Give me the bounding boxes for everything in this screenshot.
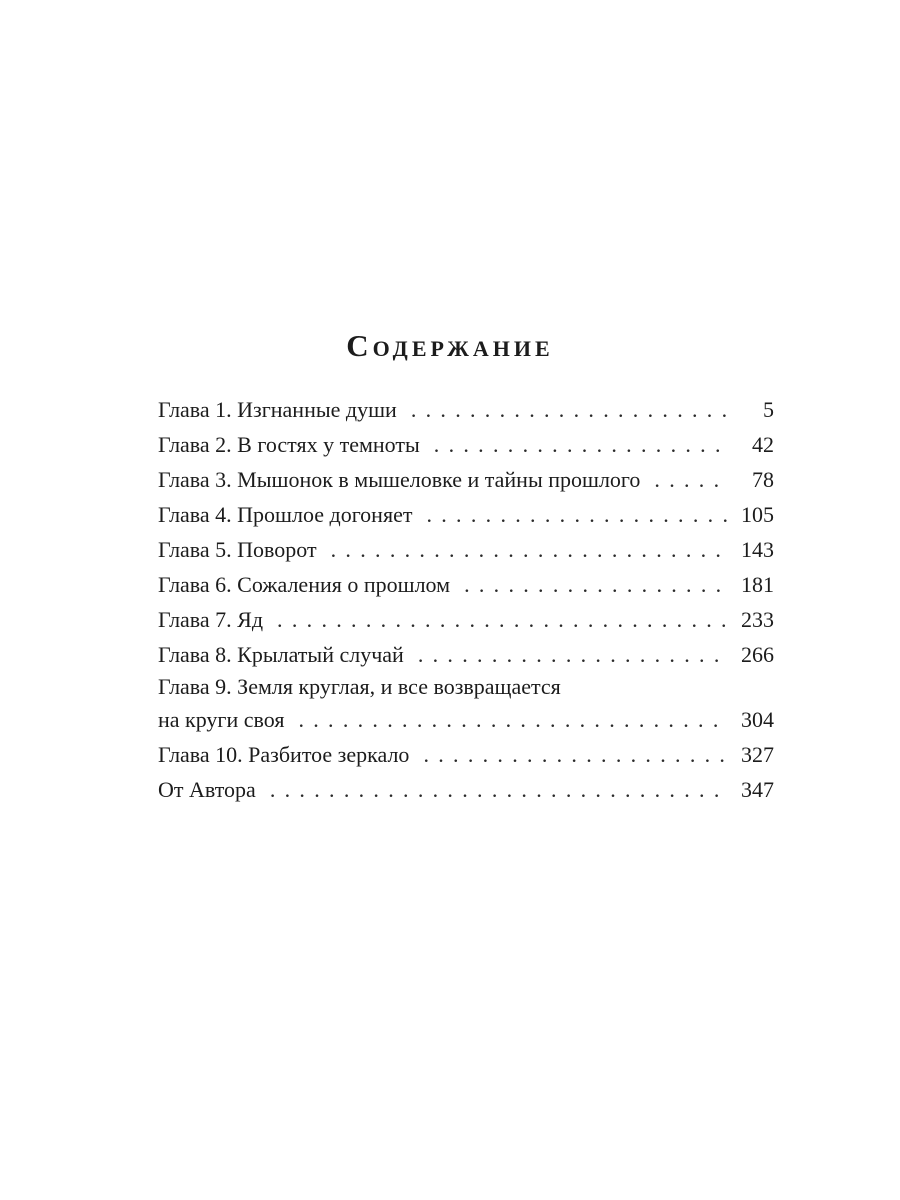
dot-leader [434,427,728,462]
entry-title: Глава 8. Крылатый случай [158,642,404,667]
dot-leader [423,737,728,772]
entry-title: Глава 3. Мышонок в мышеловке и тайны прошлого [158,467,641,492]
entry-page-number: 304 [741,707,774,732]
entry-page-number: 5 [763,397,774,422]
toc-entry-chapter-9 [158,672,774,737]
entry-page-number: 233 [741,607,774,632]
entry-page-number: 327 [741,742,774,767]
entry-page-number: 181 [741,572,774,597]
entry-title: Глава 7. Яд [158,607,264,632]
entry-title: Глава 4. Прошлое догоняет [158,502,413,527]
entry-title: Глава 5. Поворот [158,537,317,562]
toc-entry-chapter-5 [158,532,774,567]
entry-page-number: 105 [741,502,774,527]
toc-entry-chapter-8 [158,637,774,672]
entry-page-number: 266 [741,642,774,667]
entry-title-line1: Глава 9. Земля круглая, и все возвращается [158,674,561,699]
entry-page-number: 143 [741,537,774,562]
dot-leader [270,772,728,807]
entry-title: От Автора [158,777,256,802]
dot-leader [298,702,728,737]
toc-entry-chapter-7 [158,602,774,637]
toc-entry-chapter-2 [158,427,774,462]
toc-entry-chapter-10 [158,737,774,772]
dot-leader [418,637,728,672]
dot-leader [464,567,728,602]
entry-page-number: 347 [741,777,774,802]
entry-title: Глава 6. Сожаления о прошлом [158,572,451,597]
dot-leader [277,602,728,637]
entry-title: Глава 1. Изгнанные души [158,397,397,422]
entry-title: Глава 10. Разбитое зеркало [158,742,410,767]
dot-leader [331,532,728,567]
dot-leader [654,462,728,497]
toc-heading: Содержание [346,328,554,363]
toc-entry-author-note [158,772,774,807]
entry-page-number: 78 [752,467,774,492]
dot-leader [411,392,728,427]
toc-entry-chapter-6 [158,567,774,602]
toc-entry-chapter-4 [158,497,774,532]
toc-entry-chapter-1 [158,392,774,427]
table-of-contents [158,392,774,807]
dot-leader [426,497,728,532]
entry-title-line2: на круги своя [158,707,285,732]
entry-page-number: 42 [752,432,774,457]
toc-entry-chapter-3 [158,462,774,497]
entry-title: Глава 2. В гостях у темноты [158,432,420,457]
